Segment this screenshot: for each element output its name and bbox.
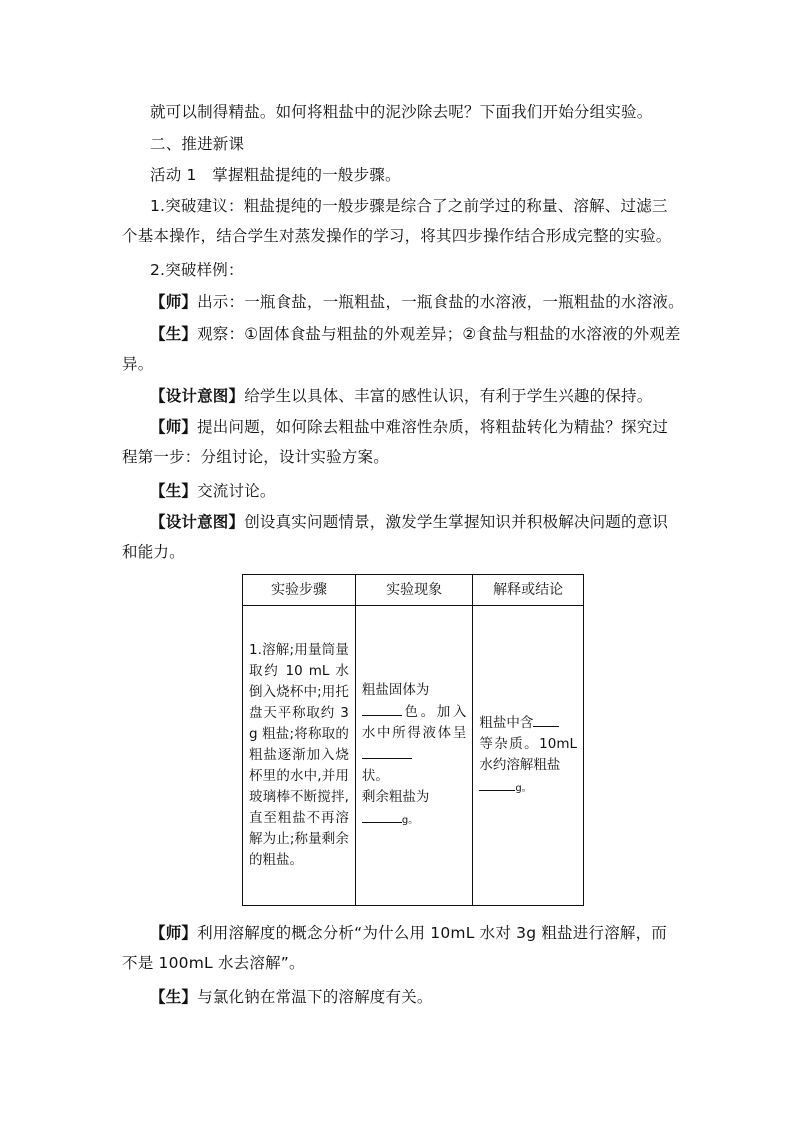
speaker-tag-teacher: 【师】 bbox=[150, 418, 198, 436]
blank-dissolved-mass bbox=[479, 776, 515, 791]
design-intent-tag: 【设计意图】 bbox=[150, 387, 245, 405]
obs-text: 剩余粗盐为 bbox=[361, 789, 430, 805]
speaker-tag-student: 【生】 bbox=[150, 988, 198, 1006]
paragraph-text: 创设真实问题情景，激发学生掌握知识并积极解决问题的意识和能力。 bbox=[122, 513, 669, 561]
paragraph-teacher-question bbox=[122, 412, 682, 472]
blank-color bbox=[362, 701, 402, 716]
obs-text: 粗盐固体为 bbox=[361, 682, 430, 698]
paragraph-student-observe bbox=[122, 319, 682, 379]
table-header-row bbox=[243, 575, 584, 606]
table-row bbox=[243, 606, 584, 906]
paragraph-design-intent-1 bbox=[122, 381, 682, 411]
blank-impurity bbox=[533, 712, 559, 727]
speaker-tag-teacher: 【师】 bbox=[150, 293, 198, 311]
header-observation: 实验现象 bbox=[355, 575, 472, 606]
paragraph-intro-end: 就可以制得精盐。如何将粗盐中的泥沙除去呢？下面我们开始分组实验。 bbox=[150, 103, 653, 121]
paragraph-design-intent-2 bbox=[122, 507, 682, 567]
cell-step: 1.溶解;用量筒量取约 10 mL 水倒入烧杯中;用托盘天平称取约 3 g 粗盐;将称取的粗盐逐渐加入烧杯里的水中,并用玻璃棒不断搅拌,直至粗盐不再溶解为止;称量剩余的粗盐。 bbox=[243, 606, 356, 906]
con-text: 粗盐中含 bbox=[479, 715, 534, 731]
paragraph-example-heading: 2.突破样例： bbox=[150, 261, 244, 279]
obs-text: 色。加入水中所得液体呈 bbox=[361, 704, 467, 741]
speaker-tag-student: 【生】 bbox=[150, 325, 198, 343]
experiment-table bbox=[242, 574, 584, 906]
blank-state bbox=[362, 744, 412, 759]
design-intent-tag: 【设计意图】 bbox=[150, 513, 245, 531]
speaker-tag-teacher: 【师】 bbox=[150, 924, 198, 942]
paragraph-text: 利用溶解度的概念分析“为什么用 10mL 水对 3g 粗盐进行溶解，而不是 100mL 水去溶解”。 bbox=[122, 924, 668, 972]
activity-heading: 活动 1 掌握粗盐提纯的一般步骤。 bbox=[150, 166, 401, 184]
cell-conclusion bbox=[473, 606, 584, 906]
paragraph-teacher-solubility bbox=[122, 918, 682, 978]
paragraph-teacher-show bbox=[122, 287, 682, 317]
obs-text: 状。 bbox=[361, 768, 389, 784]
speaker-tag-student: 【生】 bbox=[150, 482, 198, 500]
paragraph-student-discuss bbox=[122, 476, 682, 506]
unit-text: g。 bbox=[515, 783, 532, 794]
paragraph-text: 出示：一瓶食盐，一瓶粗盐，一瓶食盐的水溶液，一瓶粗盐的水溶液。 bbox=[197, 293, 684, 311]
paragraph-text: 提出问题，如何除去粗盐中难溶性杂质，将粗盐转化为精盐？探究过程第一步：分组讨论，设计实验方案。 bbox=[122, 418, 669, 466]
paragraph-text: 给学生以具体、丰富的感性认识，有利于学生兴趣的保持。 bbox=[244, 387, 653, 405]
paragraph-suggestion: 1.突破建议：粗盐提纯的一般步骤是综合了之前学过的称量、溶解、过滤三个基本操作，结合学生对蒸发操作的学习，将其四步操作结合形成完整的实验。 bbox=[122, 197, 672, 245]
header-step: 实验步骤 bbox=[243, 575, 356, 606]
paragraph-text: 观察：①固体食盐与粗盐的外观差异；②食盐与粗盐的水溶液的外观差异。 bbox=[122, 325, 681, 373]
paragraph-text: 与氯化钠在常温下的溶解度有关。 bbox=[197, 988, 433, 1006]
header-conclusion: 解释或结论 bbox=[473, 575, 584, 606]
paragraph-student-answer bbox=[122, 982, 682, 1012]
section-heading: 二、推进新课 bbox=[150, 135, 245, 153]
con-text: 等杂质。10mL 水约溶解粗盐 bbox=[479, 736, 577, 773]
cell-observation bbox=[355, 606, 472, 906]
paragraph-text: 交流讨论。 bbox=[197, 482, 276, 500]
blank-remaining-mass bbox=[362, 808, 402, 823]
unit-text: g。 bbox=[401, 815, 419, 826]
